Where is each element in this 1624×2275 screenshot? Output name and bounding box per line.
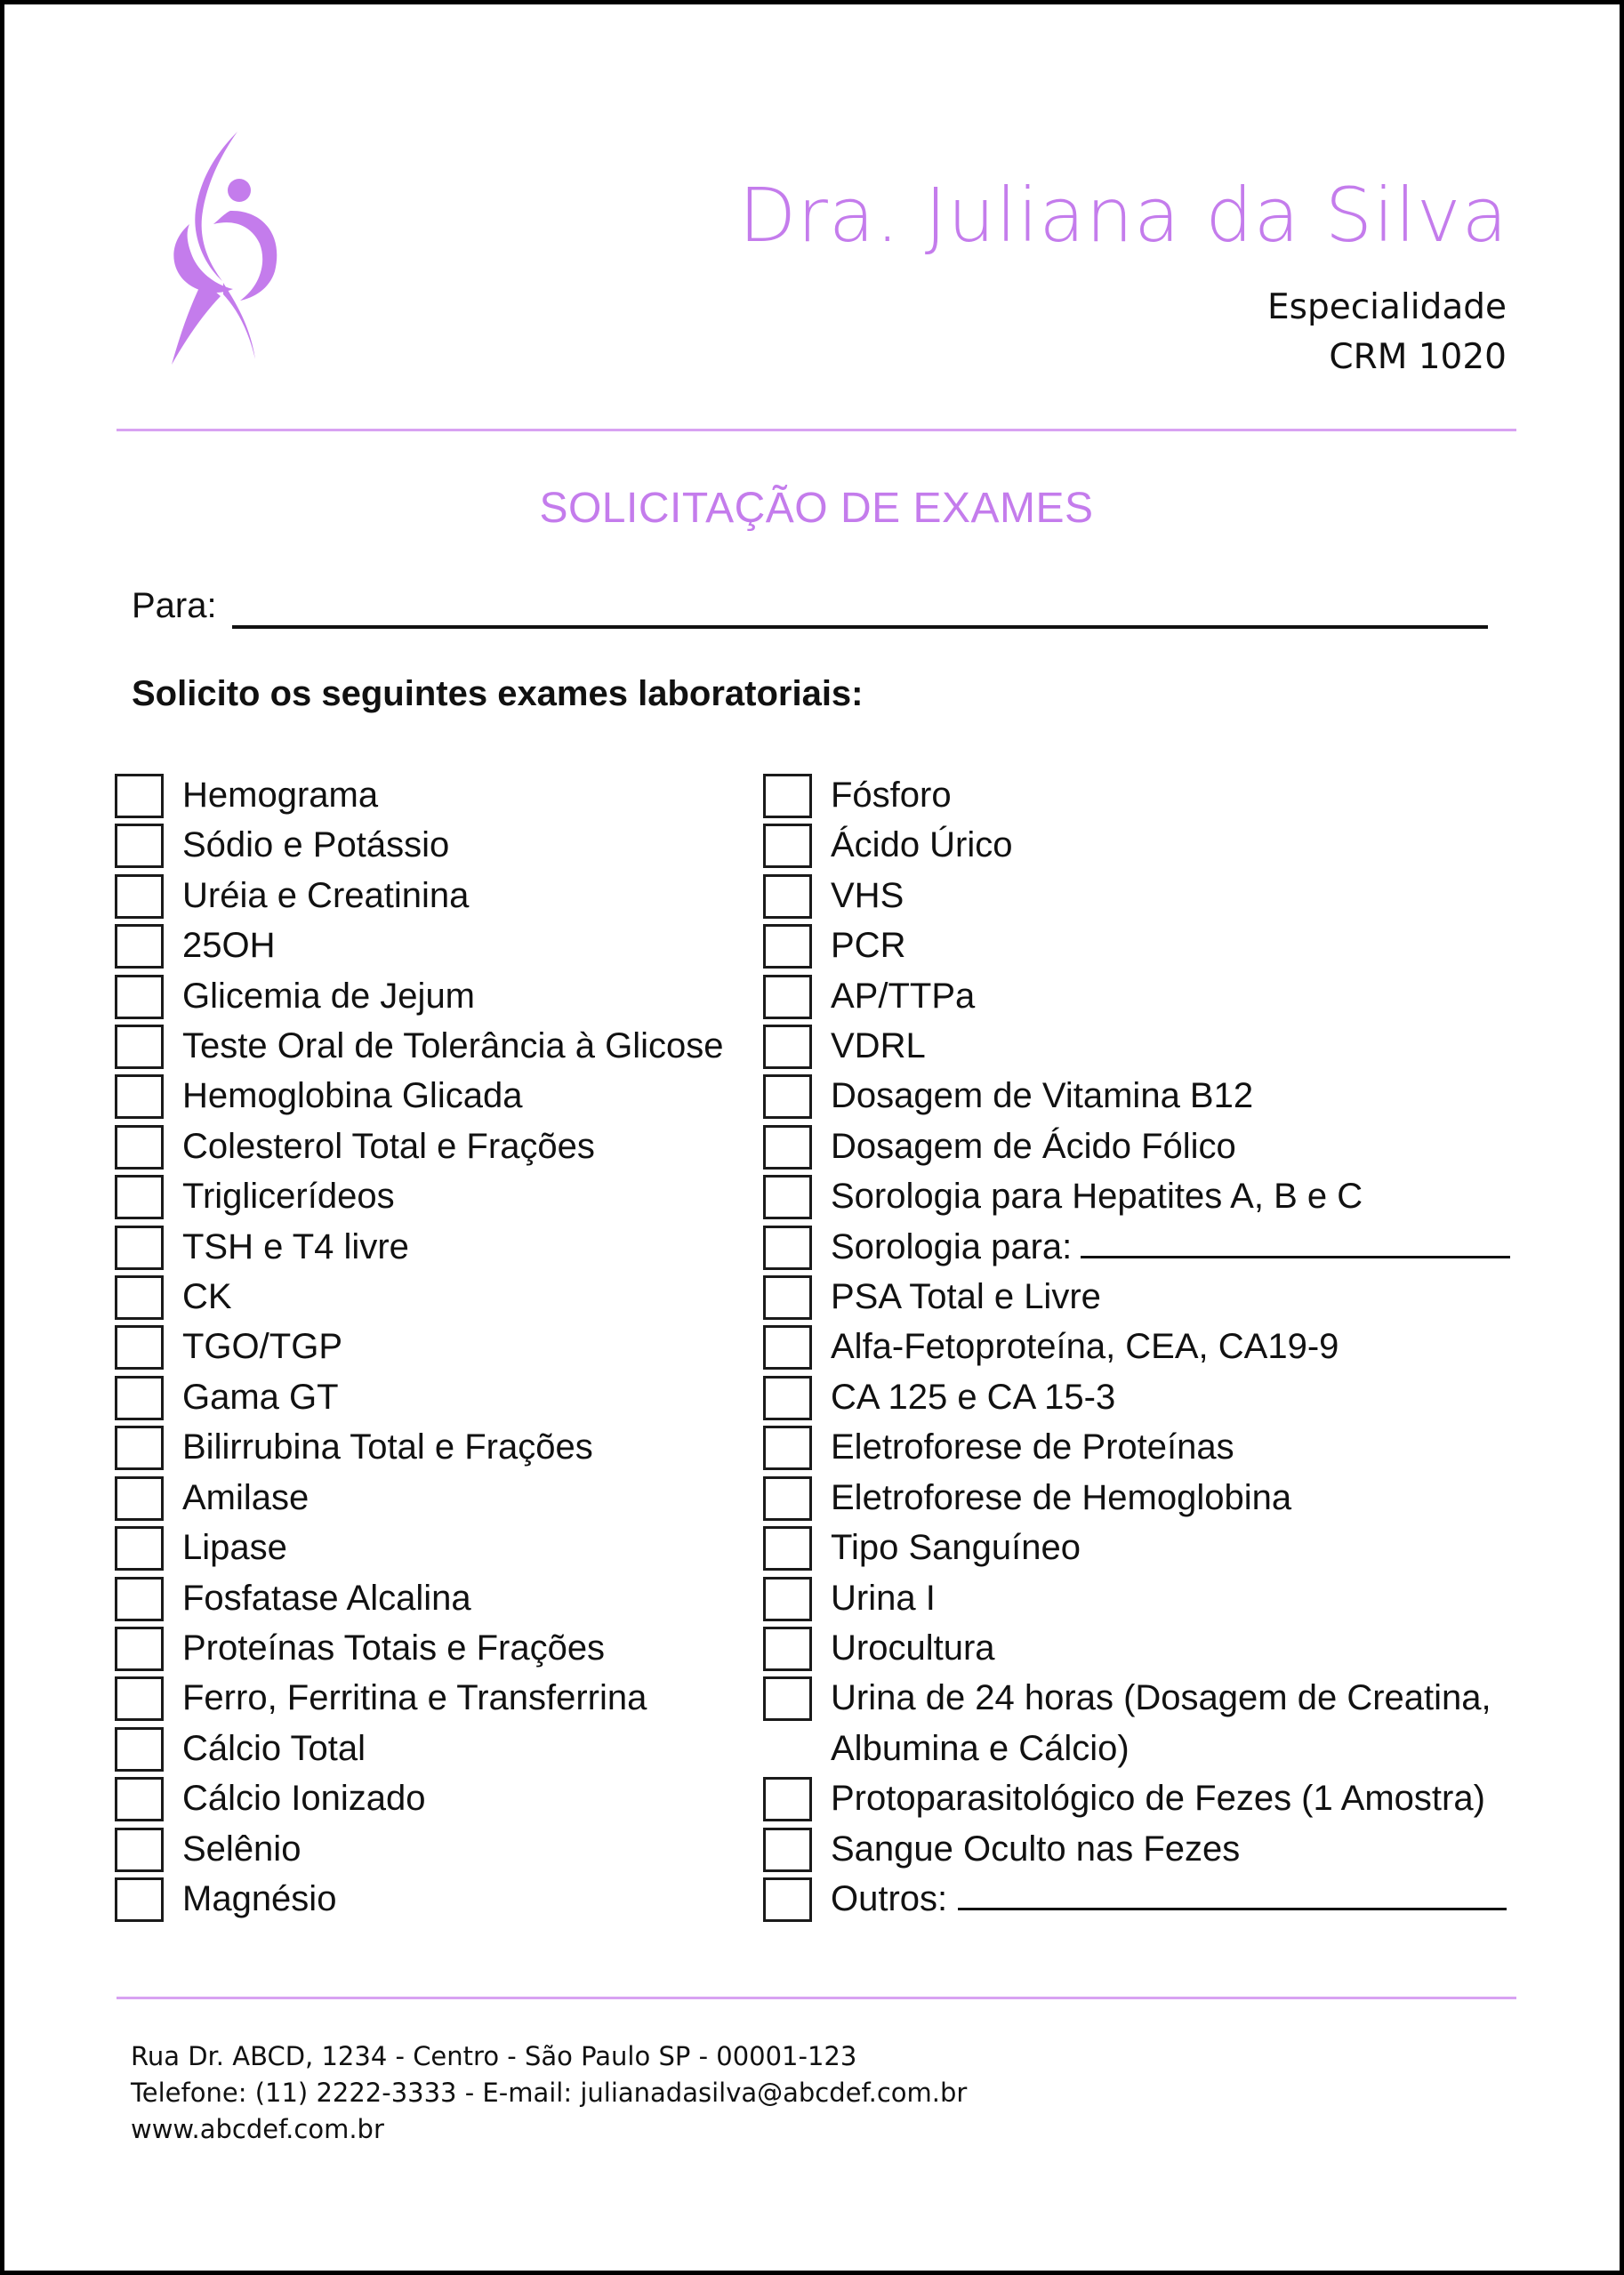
- exam-label: PSA Total e Livre: [831, 1277, 1101, 1317]
- exam-item-ck[interactable]: [115, 1272, 755, 1322]
- exam-label: Sorologia para:: [831, 1226, 1073, 1266]
- exam-label: Outros:: [831, 1878, 948, 1918]
- doctor-name: Dra. Juliana da Silva: [738, 172, 1508, 259]
- exam-item-triglicerideos[interactable]: [115, 1171, 755, 1221]
- checkbox[interactable]: [115, 1577, 164, 1621]
- checkbox[interactable]: [763, 1125, 812, 1170]
- request-heading: Solicito os seguintes exames laboratoriais:: [132, 674, 864, 713]
- checkbox[interactable]: [763, 824, 812, 868]
- exam-label-row: [831, 1874, 1528, 1924]
- footer-website: www.abcdef.com.br: [131, 2114, 384, 2144]
- exam-label: Bilirrubina Total e Frações: [182, 1427, 593, 1467]
- exam-item-protoparasitologico[interactable]: [763, 1773, 1528, 1823]
- exam-label: Uréia e Creatinina: [182, 875, 470, 915]
- exam-label: Dosagem de Ácido Fólico: [831, 1126, 1236, 1166]
- exam-label: Fósforo: [831, 776, 952, 815]
- checkbox[interactable]: [115, 1627, 164, 1671]
- exam-label: Eletroforese de Hemoglobina: [831, 1477, 1292, 1517]
- exam-label: TSH e T4 livre: [182, 1226, 409, 1266]
- exam-item-ureia-creatinina[interactable]: [115, 871, 755, 920]
- exam-label-row: [831, 1222, 1528, 1272]
- footer-address: Rua Dr. ABCD, 1234 - Centro - São Paulo SP - 00001-123: [131, 2041, 857, 2071]
- exam-item-alfa-fetoproteina[interactable]: [763, 1322, 1528, 1371]
- exam-item-gama-gt[interactable]: [115, 1372, 755, 1422]
- exam-item-outros[interactable]: [763, 1874, 1528, 1924]
- checkbox[interactable]: [115, 1376, 164, 1420]
- exam-item-fosforo[interactable]: [763, 770, 1528, 820]
- exam-label: Sódio e Potássio: [182, 825, 450, 865]
- checkbox[interactable]: [763, 1676, 812, 1721]
- sorologia-blank-line[interactable]: [1081, 1256, 1510, 1258]
- checkbox[interactable]: [115, 1476, 164, 1521]
- exam-label: Gama GT: [182, 1377, 339, 1417]
- checkbox[interactable]: [115, 1226, 164, 1270]
- exam-item-tgo-tgp[interactable]: [115, 1322, 755, 1371]
- exam-item-pcr[interactable]: [763, 920, 1528, 970]
- checkbox[interactable]: [763, 1828, 812, 1872]
- exam-item-sangue-oculto[interactable]: [763, 1824, 1528, 1874]
- checkbox[interactable]: [763, 1074, 812, 1119]
- para-field[interactable]: [132, 588, 1488, 634]
- checkbox[interactable]: [763, 924, 812, 969]
- checkbox[interactable]: [115, 1526, 164, 1571]
- exam-item-hepatites[interactable]: [763, 1171, 1528, 1221]
- checkbox[interactable]: [115, 1777, 164, 1821]
- exam-label: Cálcio Ionizado: [182, 1779, 426, 1819]
- checkbox[interactable]: [763, 1627, 812, 1671]
- footer-contact: Telefone: (11) 2222-3333 - E-mail: julianadasilva@abcdef.com.br: [131, 2078, 968, 2108]
- exam-item-proteinas-totais[interactable]: [115, 1623, 755, 1673]
- checkbox[interactable]: [115, 1125, 164, 1170]
- checkbox[interactable]: [115, 1275, 164, 1320]
- exam-item-urina-i[interactable]: [763, 1573, 1528, 1623]
- checkbox[interactable]: [115, 824, 164, 868]
- exam-label: AP/TTPa: [831, 976, 976, 1016]
- checkbox[interactable]: [115, 874, 164, 919]
- checkbox[interactable]: [763, 1226, 812, 1270]
- exam-label: Lipase: [182, 1528, 287, 1568]
- exam-label: Urocultura: [831, 1628, 995, 1668]
- exam-item-calcio-ionizado[interactable]: [115, 1773, 755, 1823]
- exam-label: Protoparasitológico de Fezes (1 Amostra): [831, 1779, 1485, 1819]
- exam-label: Teste Oral de Tolerância à Glicose: [182, 1026, 724, 1066]
- doctor-crm: CRM 1020: [1329, 337, 1507, 377]
- checkbox[interactable]: [763, 1476, 812, 1521]
- checkbox[interactable]: [115, 1828, 164, 1872]
- checkbox[interactable]: [763, 1275, 812, 1320]
- checkbox[interactable]: [763, 1877, 812, 1922]
- exam-label: Magnésio: [182, 1878, 337, 1918]
- exam-item-ferro[interactable]: [115, 1673, 755, 1723]
- checkbox[interactable]: [763, 1577, 812, 1621]
- exam-label: Cálcio Total: [182, 1728, 366, 1768]
- exam-label: 25OH: [182, 926, 276, 966]
- exam-item-calcio-total[interactable]: [115, 1724, 755, 1773]
- checkbox[interactable]: [763, 1325, 812, 1370]
- exam-label: Dosagem de Vitamina B12: [831, 1076, 1254, 1116]
- exam-item-urocultura[interactable]: [763, 1623, 1528, 1673]
- checkbox[interactable]: [763, 774, 812, 818]
- exam-label: PCR: [831, 926, 906, 966]
- checkbox[interactable]: [115, 1074, 164, 1119]
- exam-item-amilase[interactable]: [115, 1473, 755, 1523]
- checkbox[interactable]: [115, 1175, 164, 1219]
- exam-item-glicemia-jejum[interactable]: [115, 971, 755, 1021]
- figure-logo-icon: [138, 125, 289, 378]
- exam-label: Sangue Oculto nas Fezes: [831, 1829, 1241, 1869]
- checkbox[interactable]: [763, 1175, 812, 1219]
- checkbox[interactable]: [115, 1025, 164, 1069]
- checkbox[interactable]: [115, 1877, 164, 1922]
- exam-label: Glicemia de Jejum: [182, 976, 476, 1016]
- exam-label: Urina de 24 horas (Dosagem de Creatina, Albumina e Cálcio): [831, 1678, 1491, 1768]
- checkbox[interactable]: [115, 975, 164, 1019]
- exam-label: Sorologia para Hepatites A, B e C: [831, 1177, 1363, 1217]
- exam-label: Tipo Sanguíneo: [831, 1528, 1081, 1568]
- para-blank-line[interactable]: [232, 625, 1488, 629]
- checkbox[interactable]: [115, 1426, 164, 1470]
- exam-item-urina-24h[interactable]: [763, 1673, 1528, 1773]
- footer: [131, 2038, 967, 2148]
- checkbox[interactable]: [763, 975, 812, 1019]
- exam-label: Ácido Úrico: [831, 825, 1013, 865]
- exam-label: CA 125 e CA 15-3: [831, 1377, 1116, 1417]
- exam-item-psa[interactable]: [763, 1272, 1528, 1322]
- exam-item-hemoglobina-glicada[interactable]: [115, 1071, 755, 1121]
- exam-label: Hemograma: [182, 776, 379, 815]
- exam-label: Triglicerídeos: [182, 1177, 395, 1217]
- exam-item-ap-ttpa[interactable]: [763, 971, 1528, 1021]
- exam-item-hemograma[interactable]: [115, 770, 755, 820]
- exam-item-eletroforese-hemoglobina[interactable]: [763, 1473, 1528, 1523]
- exam-item-vdrl[interactable]: [763, 1021, 1528, 1071]
- exam-item-ca125[interactable]: [763, 1372, 1528, 1422]
- exam-label: CK: [182, 1277, 232, 1317]
- exam-label: Amilase: [182, 1477, 310, 1517]
- exam-item-eletroforese-proteinas[interactable]: [763, 1422, 1528, 1472]
- exam-label: Alfa-Fetoproteína, CEA, CA19-9: [831, 1327, 1339, 1367]
- exam-label: Urina I: [831, 1578, 936, 1618]
- doctor-meta: [1267, 283, 1507, 382]
- checkbox[interactable]: [115, 924, 164, 969]
- form-title: SOLICITAÇÃO DE EXAMES: [539, 485, 1094, 532]
- checkbox[interactable]: [763, 1426, 812, 1470]
- checkbox[interactable]: [115, 1325, 164, 1370]
- checkbox[interactable]: [115, 1727, 164, 1772]
- exam-list-left: [115, 770, 755, 1924]
- exam-item-vitamina-b12[interactable]: [763, 1071, 1528, 1121]
- exam-item-vhs[interactable]: [763, 871, 1528, 920]
- para-label: Para:: [132, 586, 217, 625]
- exam-item-fosfatase-alcalina[interactable]: [115, 1573, 755, 1623]
- exam-item-25oh[interactable]: [115, 920, 755, 970]
- exam-label: Proteínas Totais e Frações: [182, 1628, 606, 1668]
- exam-label: Eletroforese de Proteínas: [831, 1427, 1234, 1467]
- exam-label: Colesterol Total e Frações: [182, 1126, 595, 1166]
- exam-item-tipo-sanguineo[interactable]: [763, 1523, 1528, 1572]
- checkbox[interactable]: [763, 1526, 812, 1571]
- exam-item-sorologia-para[interactable]: [763, 1222, 1528, 1272]
- checkbox[interactable]: [115, 774, 164, 818]
- checkbox[interactable]: [763, 1376, 812, 1420]
- exam-label: VHS: [831, 875, 904, 915]
- header-divider: [117, 429, 1516, 431]
- exam-item-acido-urico[interactable]: [763, 820, 1528, 870]
- checkbox[interactable]: [763, 874, 812, 919]
- exam-label: VDRL: [831, 1026, 926, 1066]
- exam-label: Hemoglobina Glicada: [182, 1076, 523, 1116]
- exam-item-lipase[interactable]: [115, 1523, 755, 1572]
- exam-item-sodio-potassio[interactable]: [115, 820, 755, 870]
- exam-item-tsh-t4[interactable]: [115, 1222, 755, 1272]
- checkbox[interactable]: [763, 1777, 812, 1821]
- footer-divider: [117, 1997, 1516, 1999]
- exam-item-magnesio[interactable]: [115, 1874, 755, 1924]
- exam-label: Ferro, Ferritina e Transferrina: [182, 1678, 647, 1718]
- doctor-specialty: Especialidade: [1267, 287, 1507, 327]
- exam-item-acido-folico[interactable]: [763, 1121, 1528, 1171]
- exam-label: Selênio: [182, 1829, 301, 1869]
- exam-label: TGO/TGP: [182, 1327, 342, 1367]
- exam-item-bilirrubina[interactable]: [115, 1422, 755, 1472]
- exam-item-selenio[interactable]: [115, 1824, 755, 1874]
- exam-item-teste-oral-glicose[interactable]: [115, 1021, 755, 1071]
- exam-item-colesterol[interactable]: [115, 1121, 755, 1171]
- exam-label: Fosfatase Alcalina: [182, 1578, 471, 1618]
- outros-blank-line[interactable]: [958, 1908, 1507, 1910]
- checkbox[interactable]: [115, 1676, 164, 1721]
- checkbox[interactable]: [763, 1025, 812, 1069]
- exam-list-right: [763, 770, 1528, 1924]
